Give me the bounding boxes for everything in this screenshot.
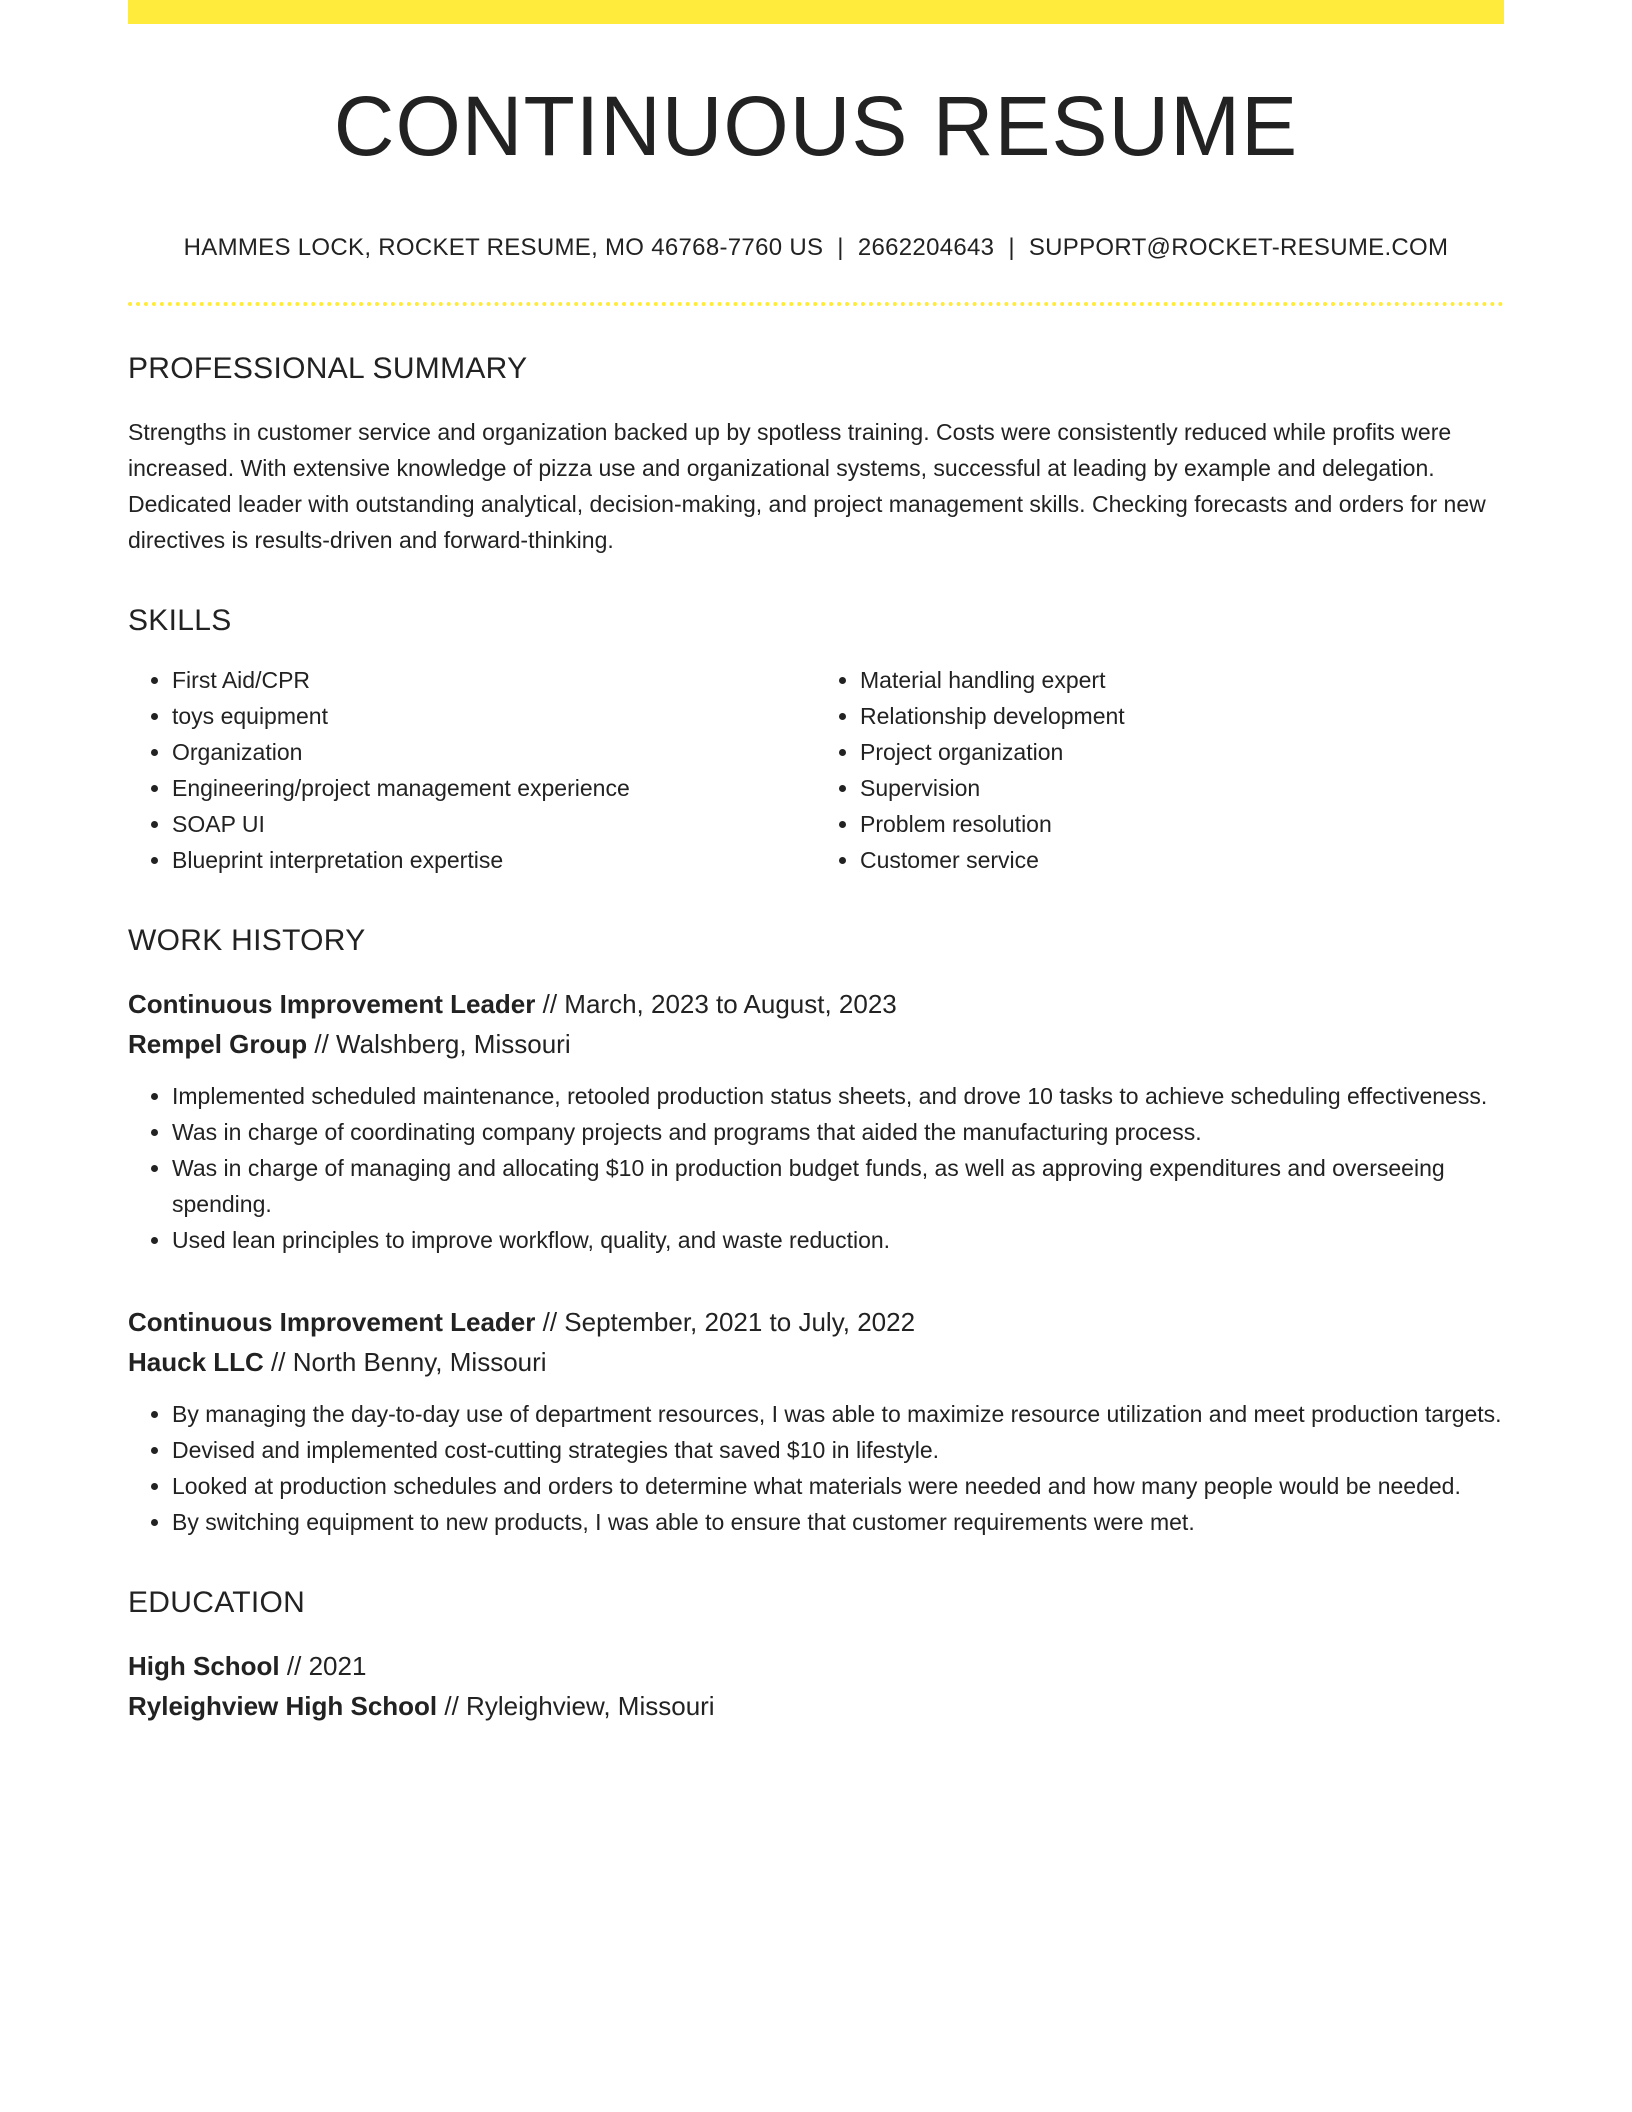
education-entry [128,1646,1504,1726]
skill-item: • Organization [172,734,816,770]
skill-item: • Problem resolution [860,806,1504,842]
job-bullet: • Implemented scheduled maintenance, retooled production status sheets, and drove 10 tasks to achieve scheduling effectiveness. [172,1078,1504,1114]
summary-heading: PROFESSIONAL SUMMARY [128,352,528,386]
education-location: // Ryleighview, Missouri [444,1691,715,1722]
job-company-line [128,1024,1504,1064]
skill-item: • Project organization [860,734,1504,770]
resume-content [128,24,1504,1726]
contact-email: SUPPORT@ROCKET-RESUME.COM [1028,234,1449,262]
education-degree: High School [128,1651,280,1682]
skill-item: • Engineering/project management experience [172,770,816,806]
job-bullet: • Used lean principles to improve workflow, quality, and waste reduction. [172,1222,1504,1258]
skills-list [128,662,1504,878]
contact-phone: 2662204643 [857,234,995,262]
job-role: Continuous Improvement Leader [128,1307,536,1338]
job-bullets [128,1396,1504,1540]
job-company: Hauck LLC [128,1347,264,1378]
job-dates: // March, 2023 to August, 2023 [542,989,897,1020]
job-company-line [128,1342,1504,1382]
job-dates: // September, 2021 to July, 2022 [542,1307,916,1338]
education-school: Ryleighview High School [128,1691,438,1722]
job-bullet: • Devised and implemented cost-cutting strategies that saved $10 in lifestyle. [172,1432,1504,1468]
skill-item: • SOAP UI [172,806,816,842]
job-bullet: • Was in charge of managing and allocating $10 in production budget funds, as well as approving expenditures and overseeing spending. [172,1150,1504,1222]
job-bullet: • By managing the day-to-day use of department resources, I was able to maximize resource utilization and meet production targets. [172,1396,1504,1432]
contact-separator: | [837,234,844,262]
education-school-line [128,1686,1504,1726]
job-bullet: • Was in charge of coordinating company projects and programs that aided the manufacturing process. [172,1114,1504,1150]
job-role-line [128,984,1504,1024]
contact-address: HAMMES LOCK, ROCKET RESUME, MO 46768-7760 US [183,234,824,262]
skill-item: • Material handling expert [860,662,1504,698]
skill-item: • Relationship development [860,698,1504,734]
job-entry [128,984,1504,1258]
summary-text: Strengths in customer service and organization backed up by spotless training. Costs were consistently reduced while profits were increased. With extensive knowledge of pizza use and organizational systems, successful at leading by example and delegation. Dedicated leader with outstanding analytical, decision-making, and project management skills. Checking forecasts and orders for new directives is results-driven and forward-thinking. [128,419,1486,554]
skill-item: • toys equipment [172,698,816,734]
work-history-heading: WORK HISTORY [128,924,366,958]
education-year: // 2021 [286,1651,367,1682]
skills-column-right [816,662,1504,878]
job-role-line [128,1302,1504,1342]
contact-line [128,234,1504,262]
job-role: Continuous Improvement Leader [128,989,536,1020]
skill-item: • Blueprint interpretation expertise [172,842,816,878]
education-degree-line [128,1646,1504,1686]
contact-separator: | [1008,234,1015,262]
skill-item: • Supervision [860,770,1504,806]
dotted-divider [128,302,1504,306]
job-bullets [128,1078,1504,1258]
skills-heading: SKILLS [128,604,232,638]
skill-item: • First Aid/CPR [172,662,816,698]
skills-column-left [128,662,816,878]
job-entry [128,1302,1504,1540]
job-location: // North Benny, Missouri [271,1347,547,1378]
resume-name: CONTINUOUS RESUME [333,79,1299,173]
job-location: // Walshberg, Missouri [314,1029,571,1060]
job-bullet: • Looked at production schedules and orders to determine what materials were needed and how many people would be needed. [172,1468,1504,1504]
education-heading: EDUCATION [128,1586,306,1620]
job-bullet: • By switching equipment to new products, I was able to ensure that customer requirements were met. [172,1504,1504,1540]
accent-bar [128,0,1504,24]
job-company: Rempel Group [128,1029,308,1060]
skill-item: • Customer service [860,842,1504,878]
